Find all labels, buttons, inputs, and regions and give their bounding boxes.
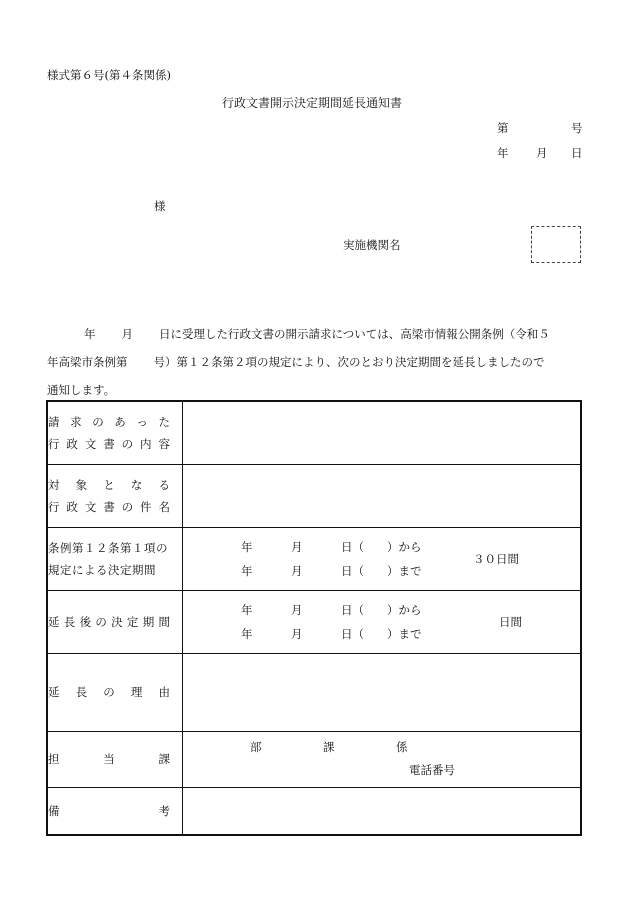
label-line: [48, 748, 170, 770]
label-char: 政: [66, 499, 78, 514]
department-label: [47, 731, 183, 787]
seal-box: [531, 226, 581, 263]
until-month: 月: [291, 626, 303, 641]
body-line-3: 通知します。: [47, 383, 116, 397]
number-suffix: 号: [571, 121, 583, 135]
label-char: 担: [48, 752, 60, 766]
label-char: 延: [48, 685, 60, 699]
agency-name-label: 実施機関名: [343, 238, 401, 252]
label-line: [48, 433, 170, 455]
body-line-1: [47, 320, 587, 348]
label-char: 後: [79, 614, 92, 629]
table-row: [47, 401, 581, 464]
date-day-label: 日: [571, 146, 583, 160]
until-day: 日（: [341, 626, 364, 641]
date-month-label: 月: [536, 146, 548, 160]
dept-ka: 課: [323, 739, 335, 754]
table-row: [47, 464, 581, 527]
extension-reason-value[interactable]: [183, 653, 582, 731]
label-char: の: [103, 685, 115, 699]
until-day: 日（: [341, 563, 364, 578]
remarks-label: [47, 787, 183, 835]
label-char: 課: [158, 752, 170, 766]
document-subject-value[interactable]: [183, 464, 582, 527]
label-line: [48, 474, 170, 496]
label-char: 行: [48, 436, 60, 451]
label-char: あ: [114, 414, 126, 429]
from-suffix: ）から: [387, 539, 422, 554]
label-char: 文: [84, 499, 97, 514]
body-month: 月: [121, 327, 133, 341]
label-line: [48, 411, 170, 433]
label-char: な: [130, 477, 143, 492]
label-char: 書: [103, 499, 115, 514]
label-char: 由: [158, 685, 170, 699]
from-suffix: ）から: [387, 602, 422, 617]
label-char: 延: [48, 614, 60, 629]
from-year: 年: [241, 602, 253, 617]
table-row: [47, 787, 581, 835]
label-char: と: [103, 477, 115, 492]
from-day: 日（: [341, 539, 364, 554]
until-month: 月: [291, 563, 303, 578]
original-period-label: [47, 527, 183, 590]
label-char: 期: [142, 614, 155, 629]
label-line: [48, 611, 170, 633]
phone-label: 電話番号: [409, 762, 455, 777]
label-char: 政: [66, 436, 78, 451]
table-row: [47, 590, 581, 653]
label-char: の: [95, 614, 107, 629]
label-char: 求: [70, 414, 82, 429]
body-line-1-text: 日に受理した行政文書の開示請求については、高梁市情報公開条例（令和５: [159, 327, 550, 341]
label-char: 長: [75, 685, 88, 699]
body-line-2-a: 年高梁市条例第: [47, 355, 128, 369]
document-title: 行政文書開示決定期間延長通知書: [222, 96, 403, 110]
label-char: た: [158, 414, 170, 429]
body-line-2-b: 号）第１２条第２項の規定により、次のとおり決定期間を延長しましたので: [153, 355, 545, 369]
label-char: 行: [48, 499, 60, 514]
original-days: ３０日間: [473, 551, 519, 566]
label-char: 当: [103, 752, 115, 766]
label-char: 書: [103, 436, 115, 451]
body-line-2: [47, 348, 587, 376]
addressee-suffix: 様: [154, 199, 166, 213]
label-char: 件: [140, 499, 152, 514]
from-year: 年: [241, 539, 253, 554]
label-char: 名: [158, 499, 170, 514]
until-suffix: ）まで: [387, 626, 422, 641]
extended-period-value[interactable]: [183, 590, 582, 653]
label-char: 定: [126, 614, 139, 629]
label-char: 備: [48, 803, 60, 818]
label-char: 理: [130, 685, 143, 699]
label-char: 決: [111, 614, 123, 629]
until-suffix: ）まで: [387, 563, 422, 578]
label-char: 容: [158, 436, 170, 451]
requested-content-label: [47, 401, 183, 464]
label-char: 考: [158, 803, 170, 818]
label-line: [48, 800, 170, 822]
until-year: 年: [241, 626, 253, 641]
until-year: 年: [241, 563, 253, 578]
label-char: る: [158, 477, 170, 492]
label-char: 請: [48, 414, 60, 429]
department-value[interactable]: [183, 731, 582, 787]
table-row: [47, 653, 581, 731]
label-char: の: [121, 499, 134, 514]
table-row: [47, 527, 581, 590]
notice-body: [47, 320, 587, 404]
from-month: 月: [291, 602, 303, 617]
document-subject-label: [47, 464, 183, 527]
label-char: 文: [84, 436, 97, 451]
body-year: 年: [84, 327, 96, 341]
label-line: [48, 681, 170, 703]
table-row: [47, 731, 581, 787]
label-char: 長: [63, 614, 76, 629]
label-char: 象: [75, 477, 88, 492]
from-day: 日（: [341, 602, 364, 617]
label-line: 規定による決定期間: [48, 562, 156, 577]
label-char: 対: [48, 477, 60, 492]
extension-reason-label: [47, 653, 183, 731]
remarks-value[interactable]: [183, 787, 582, 835]
label-char: の: [92, 414, 104, 429]
original-period-value[interactable]: [183, 527, 582, 590]
from-month: 月: [291, 539, 303, 554]
label-char: 間: [158, 614, 170, 629]
date-year-label: 年: [497, 146, 509, 160]
label-line: [48, 496, 170, 518]
label-char: の: [121, 436, 134, 451]
notice-table: [46, 400, 582, 836]
extended-period-label: [47, 590, 183, 653]
requested-content-value[interactable]: [183, 401, 582, 464]
label-char: 内: [140, 436, 152, 451]
label-line: 条例第１２条第１項の: [48, 540, 168, 555]
dept-bu: 部: [250, 739, 262, 754]
dept-kakari: 係: [396, 739, 408, 754]
number-label: 第: [497, 121, 509, 135]
label-char: っ: [136, 414, 148, 429]
form-number: 様式第６号(第４条関係): [47, 68, 171, 82]
extended-days: 日間: [499, 614, 522, 629]
